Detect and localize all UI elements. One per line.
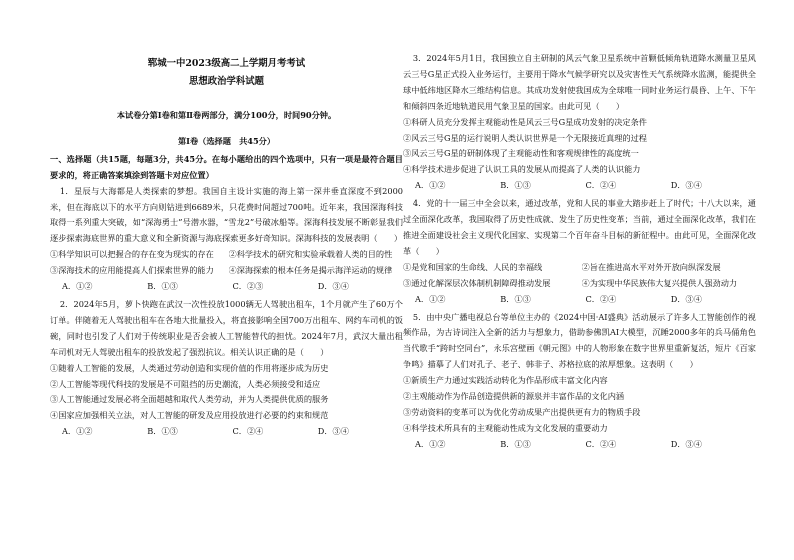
option-item: ③风云三号G星的研制体现了主观能动性和客观规律性的高度统一: [403, 148, 639, 159]
option-item: ②旨在推进高水平对外开放向纵深发展: [581, 261, 721, 272]
section-title: 第Ⅰ卷（选择题 共45分）: [177, 135, 276, 146]
answer-choices: [50, 424, 403, 440]
answer-b: B．①③: [147, 281, 178, 292]
option-item: ④科学技术所具有的主观能动性成为文化发展的重要动力: [403, 422, 608, 433]
question-stem: 4．党的十一届三中全会以来，通过改革，党和人民的事业大踏步赶上了时代；十八大以来，通过全面深化改革，我国取得了历史性成就、发生了历史性变革；当前，通过全面深化改革，我们在推进全面建设社会主义现代化国家、实现第二个百年奋斗目标的新征程中。由此可见，全面深化改革（ ）: [403, 198, 756, 256]
option-list: [403, 115, 756, 179]
option-item: ④国家应加强相关立法，对人工智能的研发及应用投放进行必要的约束和规范: [50, 410, 329, 421]
option-item: ①科学知识可以把握合的存在变为现实的存在: [50, 249, 214, 260]
answer-choices: [403, 178, 756, 194]
question-1: [50, 184, 403, 295]
answer-choices: [50, 279, 403, 295]
question-stem: 1．星辰与大海都是人类探索的梦想。我国自主设计实施的海上第一深井垂直深度不到2000米，但在海底以下的水平方向则钻进到6689米，只花费时间超过700吨。近年来，我国深海科技取得一系列重大突破，如“深海勇士”号潜水器，“雪龙2”号破冰船等。深海科技发展不断彰显我们逐步探索海底世界的重大意义和全新资源与海底探索更多好奇知识。深海科技的发展表明（ ）: [50, 185, 403, 244]
answer-d: D．③④: [670, 180, 702, 191]
answer-d: D．③④: [317, 426, 349, 437]
question-stem: 2．2024年5月，萝卜快跑在武汉一次性投放1000辆无人驾驶出租车，1个月就产生了60万个订单。伴随着无人驾驶出租车在各地大批量投入，将直接影响全国700万出租车、网约车司机的饭碗，同时也引发了人们对于传统职业是否会被人工智能替代的担忧。2024年7月，武汉大量出租车司机对无人驾驶出租车的投放发起了强烈抗议。相关认识正确的是（ ）: [50, 298, 403, 357]
answer-a: A．①②: [415, 180, 446, 191]
right-column: [403, 0, 756, 453]
question-3: [403, 51, 756, 194]
exam-note: 本试卷分第Ⅰ卷和第Ⅱ卷两部分，满分100分，时间90分钟。: [116, 110, 337, 120]
option-item: ④为实现中华民族伟大复兴提供人强劲动力: [581, 277, 738, 288]
option-list: [50, 361, 403, 425]
question-5: [403, 310, 756, 453]
section-description: 一、选择题（共15题，每题3分，共45分。在每小题给出的四个选项中，只有一项是最符合题目要求的，将正确答案填涂到答题卡对应位置）: [50, 153, 403, 180]
option-item: ③人工智能通过发展必将全面超越和取代人类劳动，并为人类提供优质的服务: [50, 394, 329, 405]
exam-subtitle: 思想政治学科试题: [188, 76, 264, 87]
option-item: ②人工智能等现代科技的发展是不可阻挡的历史潮流，人类必须接受和适应: [50, 378, 321, 389]
option-item: ④深海探索的根本任务是揭示海洋运动的规律: [228, 265, 393, 276]
answer-a: A．①②: [62, 426, 93, 437]
option-list: [403, 260, 756, 292]
answer-b: B．①③: [500, 438, 531, 449]
option-item: ②主观能动作为作品创造提供新的源泉并丰富作品的文化内涵: [403, 391, 625, 402]
exam-title: 郓城一中2023级高二上学期月考考试: [147, 58, 306, 69]
left-column: [50, 0, 403, 440]
answer-c: C．②④: [232, 426, 264, 437]
answer-b: B．①③: [500, 293, 531, 304]
option-item: ③深海技术的应用能提高人们探索世界的能力: [50, 265, 214, 276]
answer-a: A．①②: [415, 293, 446, 304]
answer-d: D．③④: [670, 293, 702, 304]
option-item: ①科研人员充分发挥主观能动性是风云三号G星成功发射的决定条件: [403, 116, 647, 127]
answer-a: A．①②: [62, 281, 93, 292]
answer-c: C．②④: [585, 293, 617, 304]
answer-b: B．①③: [500, 180, 531, 191]
answer-a: A．①②: [415, 438, 446, 449]
option-list: [50, 247, 403, 279]
answer-choices: [403, 292, 756, 308]
option-item: ③劳动资料的变革可以为优化劳动成果产出提供更有力的物质手段: [403, 406, 641, 417]
question-stem: 3．2024年5月1日，我国独立自主研制的风云气象卫星系统中首颗低倾角轨道降水测量卫星风云三号G星正式投入业务运行，主要用于降水气候学研究以及灾害性天气系统降水监测，能提供全球中低纬地区降水三维结构信息。其成功发射使我国成为全球唯一同时业务运行晨昏、上午、下午和倾斜四条近地轨道民用气象卫星的国家。由此可见（ ）: [403, 53, 756, 111]
answer-c: C．②③: [232, 281, 264, 292]
option-item: ②科学技术的研究和实验承载着人类的目的性: [228, 249, 393, 260]
answer-d: D．③④: [670, 438, 702, 449]
answer-c: C．②④: [585, 180, 617, 191]
option-item: ①新质生产力通过实践活动转化为作品形成丰富文化内容: [403, 375, 608, 386]
option-item: ①是党和国家的生命线、人民的幸福线: [403, 261, 543, 272]
question-2: [50, 297, 403, 440]
answer-b: B．①③: [147, 426, 178, 437]
answer-d: D．③④: [317, 281, 349, 292]
option-list: [403, 373, 756, 437]
option-item: ③通过化解深层次体制机制障碍推动发展: [403, 277, 551, 288]
question-stem: 5．由中央广播电视总台等单位主办的《2024中国·AI盛典》活动展示了许多人工智能创作的视频作品，为古诗词注入全新的活力与想象力，借助参佛凯AI大模型，沉睡2000多年的兵马俑角色当代歌手“跨时空同台”，永乐宫壁画《朝元图》中的人物形象在数字世界里重新复活，短片《百家争鸣》描摹了人们对孔子、老子、韩非子、苏格拉底的浓厚想象。这表明（ ）: [403, 311, 756, 370]
answer-c: C．②④: [585, 438, 617, 449]
question-4: [403, 196, 756, 307]
option-item: ④科学技术进步促进了认识工具的发展从而提高了人类的认识能力: [403, 164, 641, 175]
answer-choices: [403, 437, 756, 453]
option-item: ②风云三号G星的运行说明人类认识世界是一个无限接近真理的过程: [403, 132, 647, 143]
option-item: ①随着人工智能的发展，人类通过劳动创造和实现价值的作用将逐步成为历史: [50, 362, 329, 373]
